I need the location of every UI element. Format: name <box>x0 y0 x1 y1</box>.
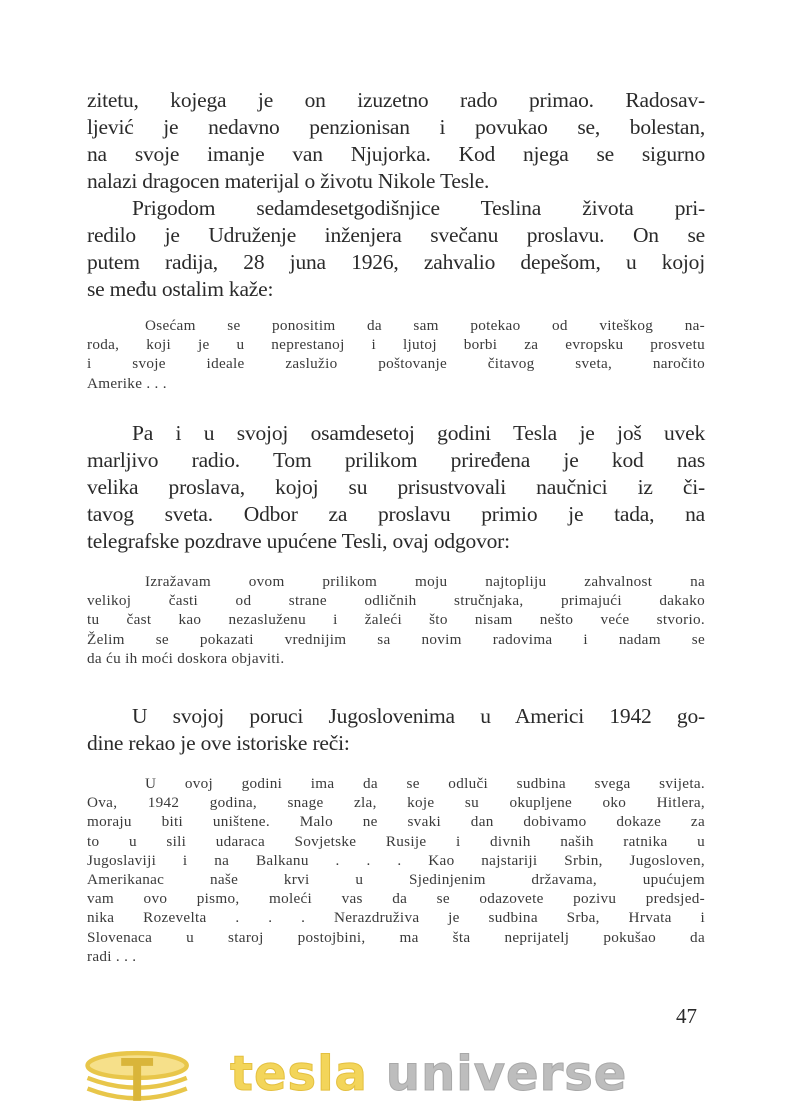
text-line: Prigodom sedamdesetgodišnjice Teslina života pri- <box>132 196 705 220</box>
watermark-word-universe: universe <box>385 1046 628 1102</box>
text-line: zitetu, kojega je on izuzetno rado primao. Radosav- <box>87 88 705 112</box>
body-paragraph <box>87 703 705 757</box>
text-line: tavog sveta. Odbor za proslavu primio je tada, na <box>87 502 705 526</box>
text-line: telegrafske pozdrave upućene Tesli, ovaj odgovor: <box>87 529 510 553</box>
text-line: Ova, 1942 godina, snage zla, koje su okupljene oko Hitlera, <box>87 794 705 812</box>
text-line: marljivo radio. Tom prilikom priređena je kod nas <box>87 448 705 472</box>
tesla-universe-watermark <box>82 1046 712 1110</box>
watermark-word-tesla: tesla <box>230 1046 368 1102</box>
body-paragraph <box>87 87 705 195</box>
body-paragraph <box>87 195 705 303</box>
text-line: Pa i u svojoj osamdesetoj godini Tesla je još uvek <box>132 421 705 445</box>
text-line: U ovoj godini ima da se odluči sudbina svega svijeta. <box>145 775 705 792</box>
tesla-universe-logo-icon <box>82 1046 202 1108</box>
text-line: radi . . . <box>87 947 137 965</box>
text-line: Amerike . . . <box>87 374 167 392</box>
text-line: Amerikanac naše krvi u Sjedinjenim državama, upućujem <box>87 870 705 888</box>
text-line: Želim se pokazati vrednijim sa novim radovima i nadam se <box>87 630 705 648</box>
page-number: 47 <box>676 1004 697 1028</box>
text-line: moraju biti uništene. Malo ne svaki dan dobivamo dokaze za <box>87 813 705 831</box>
block-quote <box>87 774 705 966</box>
text-line: i svoje ideale zaslužio poštovanje čitavog sveta, naročito <box>87 355 705 373</box>
block-quote <box>87 572 705 668</box>
text-line: roda, koji je u neprestanoj i ljutoj borbi za evropsku prosvetu <box>87 336 705 354</box>
text-line: na svoje imanje van Njujorka. Kod njega se sigurno <box>87 142 705 166</box>
text-line: velikoj časti od strane odličnih stručnjaka, primajući dakako <box>87 592 705 610</box>
text-line: se među ostalim kaže: <box>87 277 274 301</box>
text-line: velika proslava, kojoj su prisustvovali naučnici iz či- <box>87 475 705 499</box>
text-line: putem radija, 28 juna 1926, zahvalio depešom, u kojoj <box>87 250 705 274</box>
body-paragraph <box>87 420 705 555</box>
text-line: tu čast kao nezasluženu i žaleći što nisam nešto veće stvorio. <box>87 611 705 629</box>
text-line: U svojoj poruci Jugoslovenima u Americi 1942 go- <box>132 704 705 728</box>
text-line: ljević je nedavno penzionisan i povukao se, bolestan, <box>87 115 705 139</box>
text-line: nika Rozevelta . . . Nerazdruživa je sudbina Srba, Hrvata i <box>87 909 705 927</box>
text-line: Slovenaca u staroj postojbini, ma šta neprijatelj pokušao da <box>87 928 705 946</box>
text-line: dine rekao je ove istoriske reči: <box>87 731 350 755</box>
text-line: nalazi dragocen materijal o životu Nikole Tesle. <box>87 169 490 193</box>
block-quote <box>87 316 705 393</box>
text-line: da ću ih moći doskora objaviti. <box>87 649 285 667</box>
text-line: Jugoslaviji i na Balkanu . . . Kao najstariji Srbin, Jugosloven, <box>87 851 705 869</box>
text-line: vam ovo pismo, moleći vas da se odazovete pozivu predsjed- <box>87 890 705 908</box>
text-line: Izražavam ovom prilikom moju najtopliju zahvalnost na <box>145 573 705 590</box>
text-line: redilo je Udruženje inženjera svečanu proslavu. On se <box>87 223 705 247</box>
text-line: to u sili udaraca Sovjetske Rusije i divnih naših ratnika u <box>87 832 705 850</box>
text-line: Osećam se ponositim da sam potekao od viteškog na- <box>145 317 705 334</box>
